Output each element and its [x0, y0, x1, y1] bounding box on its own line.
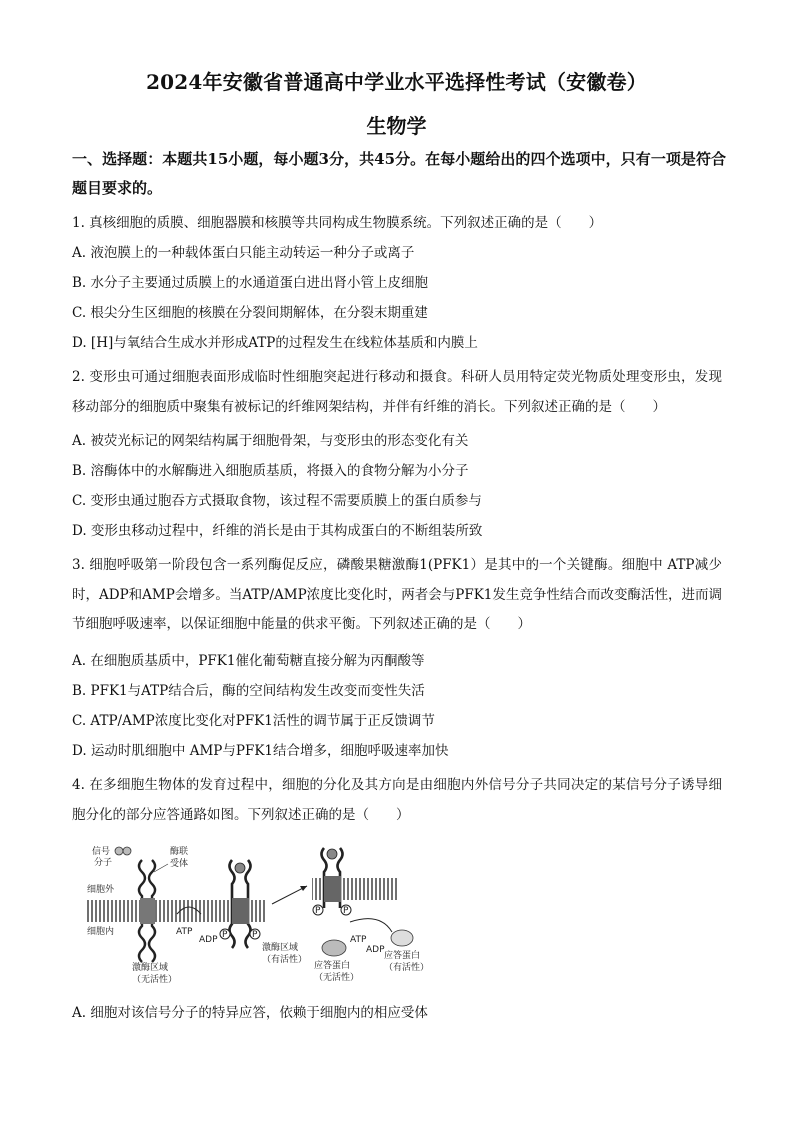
question-1-stem: 1. 真核细胞的质膜、细胞器膜和核膜等共同构成生物膜系统。下列叙述正确的是（ ） [72, 215, 603, 231]
label-signal: 信号 [92, 847, 111, 857]
label-receptor: 受体 [170, 859, 189, 869]
question-4-option-a: A. 细胞对该信号分子的特异应答，依赖于细胞内的相应受体 [72, 1005, 428, 1021]
signal-pathway-figure [82, 842, 442, 994]
signal-molecule [123, 847, 131, 855]
label-adp-1: ADP [199, 935, 218, 945]
label-adp-2: ADP [366, 945, 385, 955]
label-response-active-state: （有活性） [384, 963, 430, 973]
page-title: 2024年安徽省普通高中学业水平选择性考试（安徽卷） [146, 70, 647, 94]
receptor-transmembrane [232, 898, 249, 924]
arrow-icon [350, 919, 392, 932]
question-3-option-a: A. 在细胞质基质中，PFK1催化葡萄糖直接分解为丙酮酸等 [72, 653, 425, 669]
label-phosphate: P [315, 906, 321, 916]
label-enzyme: 酶联 [170, 847, 189, 857]
label-atp-1: ATP [176, 927, 193, 937]
receptor-transmembrane [324, 876, 341, 902]
label-response-active: 应答蛋白 [384, 951, 421, 961]
question-3-option-c: C. ATP/AMP浓度比变化对PFK1活性的调节属于正反馈调节 [72, 713, 435, 729]
question-2-option-a: A. 被荧光标记的网架结构属于细胞骨架，与变形虫的形态变化有关 [72, 433, 469, 449]
label-response-inactive-state: （无活性） [314, 973, 360, 983]
question-2-option-c: C. 变形虫通过胞吞方式摄取食物，该过程不需要质膜上的蛋白质参与 [72, 493, 482, 509]
label-atp-2: ATP [350, 935, 367, 945]
signal-molecule [115, 847, 123, 855]
label-kinase-active-state: （有活性） [262, 955, 308, 965]
label-phosphate: P [252, 930, 258, 940]
question-1-option-a: A. 液泡膜上的一种载体蛋白只能主动转运一种分子或离子 [72, 245, 415, 261]
response-protein-active [391, 930, 413, 946]
label-molecule: 分子 [94, 858, 113, 868]
question-2-option-b: B. 溶酶体中的水解酶进入细胞质基质，将摄入的食物分解为小分子 [72, 463, 469, 479]
label-inside: 细胞内 [87, 927, 115, 937]
label-outside: 细胞外 [87, 885, 115, 895]
receptor-transmembrane [140, 898, 155, 924]
subject-title: 生物学 [366, 114, 427, 138]
response-protein-inactive [322, 940, 346, 956]
question-1-option-b: B. 水分子主要通过质膜上的水通道蛋白进出肾小管上皮细胞 [72, 275, 429, 291]
question-2-option-d: D. 变形虫移动过程中，纤维的消长是由于其构成蛋白的不断组装所致 [72, 523, 483, 539]
label-kinase-active: 激酶区域 [262, 943, 299, 953]
question-4-stem: 4. 在多细胞生物体的发育过程中，细胞的分化及其方向是由细胞内外信号分子共同决定的某信号分子诱导细胞分化的部分应答通路如图。下列叙述正确的是（ ） [72, 777, 722, 823]
signal-molecule [327, 849, 337, 859]
label-phosphate: P [222, 930, 228, 940]
label-phosphate: P [343, 906, 349, 916]
label-kinase-inactive: 激酶区域 [132, 963, 169, 973]
label-response-inactive: 应答蛋白 [314, 961, 351, 971]
label-kinase-inactive-state: （无活性） [132, 975, 178, 985]
question-3-option-d: D. 运动时肌细胞中 AMP与PFK1结合增多，细胞呼吸速率加快 [72, 743, 449, 759]
signal-molecule [235, 863, 245, 873]
question-3-stem: 3. 细胞呼吸第一阶段包含一系列酶促反应，磷酸果糖激酶1(PFK1）是其中的一个关键酶。细胞中 ATP减少时，ADP和AMP会增多。当ATP/AMP浓度比变化时，两者会与PFK1发生竞争性结合而改变酶活性，进而调节细胞呼吸速率，以保证细胞中能量的供求平衡。下列叙述正确的是（ ） [72, 557, 722, 632]
question-1-option-d: D. [H]与氧结合生成水并形成ATP的过程发生在线粒体基质和内膜上 [72, 335, 478, 351]
question-1-option-c: C. 根尖分生区细胞的核膜在分裂间期解体，在分裂末期重建 [72, 305, 428, 321]
section-heading: 一、选择题：本题共15小题，每小题3分，共45分。在每小题给出的四个选项中，只有一项是符合题目要求的。 [72, 150, 726, 197]
question-2-stem: 2. 变形虫可通过细胞表面形成临时性细胞突起进行移动和摄食。科研人员用特定荧光物质处理变形虫，发现移动部分的细胞质中聚集有被标记的纤维网架结构，并伴有纤维的消长。下列叙述正确的是（ ） [72, 369, 722, 415]
question-3-option-b: B. PFK1与ATP结合后，酶的空间结构发生改变而变性失活 [72, 683, 425, 699]
